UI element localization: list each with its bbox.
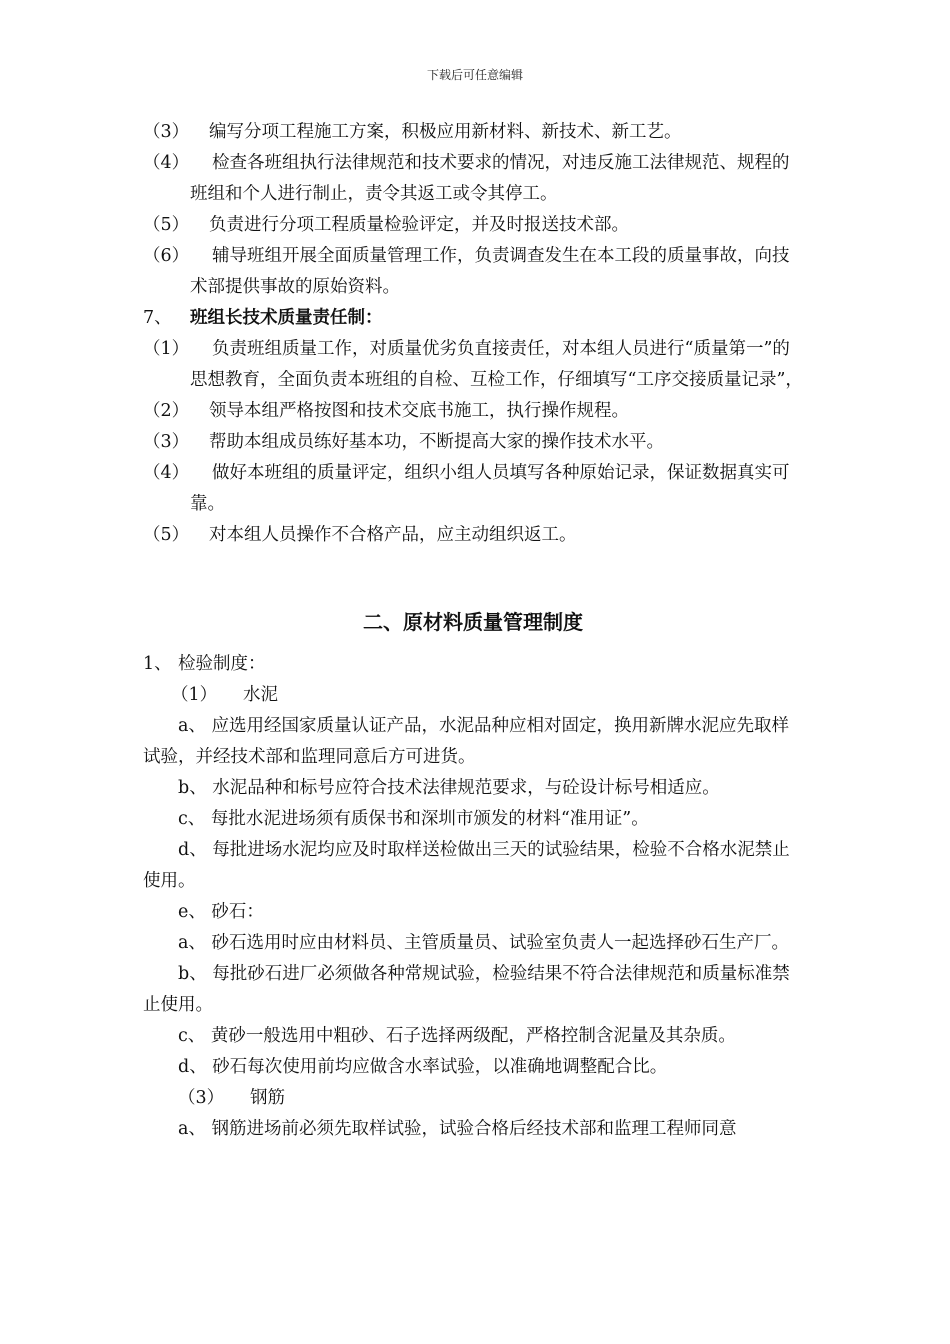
list-item bbox=[143, 396, 803, 427]
section-heading-7 bbox=[143, 303, 803, 334]
paragraph: d、 每批进场水泥均应及时取样送检做出三天的试验结果，检验不合格水泥禁止使用。 bbox=[143, 840, 790, 891]
item-number: （3） bbox=[143, 432, 190, 452]
page-header: 下载后可任意编辑 bbox=[426, 68, 523, 82]
paragraph: e、 砂石： bbox=[178, 902, 264, 922]
item-number: （1） bbox=[143, 339, 190, 359]
item-number: （5） bbox=[143, 525, 190, 545]
paragraph: b、 每批砂石进厂必须做各种常规试验，检验结果不符合法律规范和质量标准禁止使用。 bbox=[143, 964, 790, 1015]
paragraph: b、 水泥品种和标号应符合技术法律规范要求，与砼设计标号相适应。 bbox=[178, 778, 720, 798]
cement-heading bbox=[143, 680, 803, 711]
item-text: 领导本组严格按图和技术交底书施工，执行操作规程。 bbox=[209, 401, 629, 421]
list-item bbox=[143, 458, 803, 520]
item-number: （1） bbox=[171, 685, 218, 705]
item-number: 1、 bbox=[143, 654, 172, 674]
paragraph: a、 应选用经国家质量认证产品，水泥品种应相对固定，换用新牌水泥应先取样试验，并经技术部和监理同意后方可进货。 bbox=[143, 716, 789, 767]
item-number: （3） bbox=[178, 1088, 225, 1108]
list-item bbox=[143, 520, 803, 551]
item-text: 做好本班组的质量评定，组织小组人员填写各种原始记录，保证数据真实可靠。 bbox=[190, 463, 790, 514]
paragraph: a、 砂石选用时应由材料员、主管质量员、试验室负责人一起选择砂石生产厂。 bbox=[178, 933, 789, 953]
document-body bbox=[143, 117, 803, 1145]
item-number: （2） bbox=[143, 401, 190, 421]
item-number: （5） bbox=[143, 215, 190, 235]
item-text: 帮助本组成员练好基本功，不断提高大家的操作技术水平。 bbox=[209, 432, 664, 452]
list-item bbox=[143, 117, 803, 148]
item-number: （6） bbox=[143, 246, 190, 266]
paragraph: d、 砂石每次使用前均应做含水率试验，以准确地调整配合比。 bbox=[178, 1057, 668, 1077]
heading-text: 班组长技术质量责任制： bbox=[190, 308, 383, 328]
item-text: 检验制度： bbox=[178, 654, 266, 674]
list-item bbox=[143, 241, 803, 303]
section-title: 二、原材料质量管理制度 bbox=[363, 610, 583, 634]
rebar-heading bbox=[143, 1083, 803, 1114]
paragraph: c、 每批水泥进场须有质保书和深圳市颁发的材料“准用证”。 bbox=[178, 809, 649, 829]
paragraph: a、 钢筋进场前必须先取样试验，试验合格后经技术部和监理工程师同意 bbox=[178, 1119, 737, 1139]
item-number: （3） bbox=[143, 122, 190, 142]
paragraph: c、 黄砂一般选用中粗砂、石子选择两级配，严格控制含泥量及其杂质。 bbox=[178, 1026, 736, 1046]
item-text: 编写分项工程施工方案，积极应用新材料、新技术、新工艺。 bbox=[209, 122, 682, 142]
list-item bbox=[143, 427, 803, 458]
item-text: 水泥 bbox=[243, 685, 278, 705]
heading-number: 7、 bbox=[143, 308, 172, 328]
list-item bbox=[143, 148, 803, 210]
list-item bbox=[143, 334, 803, 396]
inspection-heading bbox=[143, 649, 803, 680]
item-number: （4） bbox=[143, 463, 190, 483]
item-text: 辅导班组开展全面质量管理工作，负责调查发生在本工段的质量事故，向技术部提供事故的原始资料。 bbox=[190, 246, 790, 297]
item-text: 负责进行分项工程质量检验评定，并及时报送技术部。 bbox=[209, 215, 629, 235]
item-text: 对本组人员操作不合格产品，应主动组织返工。 bbox=[209, 525, 577, 545]
item-text: 检查各班组执行法律规范和技术要求的情况，对违反施工法律规范、规程的班组和个人进行制止，责令其返工或令其停工。 bbox=[190, 153, 790, 204]
item-text: 负责班组质量工作，对质量优劣负直接责任，对本组人员进行“质量第一”的思想教育，全面负责本班组的自检、互检工作，仔细填写“工序交接质量记录”， bbox=[190, 339, 803, 390]
item-text: 钢筋 bbox=[250, 1088, 285, 1108]
list-item bbox=[143, 210, 803, 241]
item-number: （4） bbox=[143, 153, 190, 173]
